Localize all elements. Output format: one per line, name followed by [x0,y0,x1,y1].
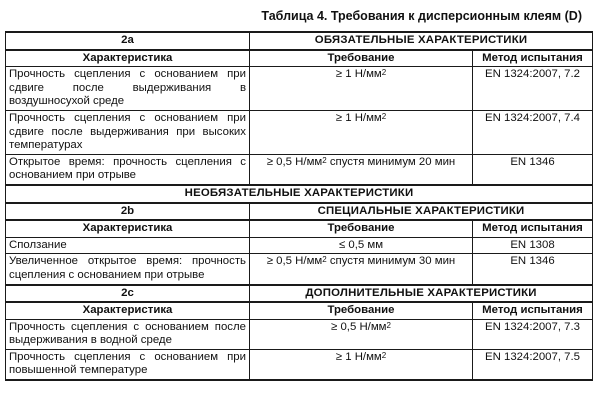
requirement-cell: ≤ 0,5 мм [250,237,473,254]
col-header-requirement: Требование [250,50,473,67]
section-header-2a [6,32,593,50]
characteristic-cell: Прочность сцепления с основанием после выдерживания в водной среде [6,319,250,349]
caption-text: Требования к дисперсионным клеям (D) [327,9,582,23]
section-title: НЕОБЯЗАТЕЛЬНЫЕ ХАРАКТЕРИСТИКИ [6,185,593,203]
method-cell: EN 1324:2007, 7.5 [473,349,593,380]
method-cell: EN 1324:2007, 7.2 [473,67,593,111]
table-row [6,349,593,380]
characteristic-cell: Прочность сцепления с основанием при сдвиге после выдерживания в воздушносухой среде [6,67,250,111]
table-row [6,237,593,254]
characteristic-cell: Прочность сцепления с основанием при сдвиге после выдерживания при высоких температурах [6,110,250,154]
col-header-characteristic: Характеристика [6,220,250,237]
col-header-requirement: Требование [250,220,473,237]
col-header-characteristic: Характеристика [6,50,250,67]
section-code: 2b [6,203,250,221]
section-code: 2a [6,32,250,50]
requirement-cell: ≥ 1 $Н/мм^2$ [250,67,473,111]
requirements-table [5,31,593,381]
characteristic-cell: Сползание [6,237,250,254]
characteristic-cell: Прочность сцепления с основанием при повышенной температуре [6,349,250,380]
requirement-cell: ≥ 1 $Н/мм^2$ [250,349,473,380]
table-caption [0,9,582,23]
optional-section-header [6,185,593,203]
section-title: ОБЯЗАТЕЛЬНЫЕ ХАРАКТЕРИСТИКИ [250,32,593,50]
col-header-method: Метод испытания [473,50,593,67]
characteristic-cell: Увеличенное открытое время: прочность сцепления с основанием при отрыве [6,254,250,285]
table-row [6,254,593,285]
table-row [6,319,593,349]
column-header-row [6,220,593,237]
method-cell: EN 1308 [473,237,593,254]
caption-prefix: Таблица 4. [261,9,328,23]
col-header-characteristic: Характеристика [6,302,250,319]
method-cell: EN 1346 [473,254,593,285]
column-header-row [6,50,593,67]
section-header-2c [6,285,593,303]
col-header-method: Метод испытания [473,220,593,237]
characteristic-cell: Открытое время: прочность сцепления с основанием при отрыве [6,154,250,185]
requirement-cell: ≥ 0,5 $Н/мм^2$ спустя минимум 20 мин [250,154,473,185]
table-row [6,110,593,154]
section-title: ДОПОЛНИТЕЛЬНЫЕ ХАРАКТЕРИСТИКИ [250,285,593,303]
method-cell: EN 1346 [473,154,593,185]
requirement-cell: ≥ 0,5 $Н/мм^2$ спустя минимум 30 мин [250,254,473,285]
section-header-2b [6,203,593,221]
requirement-cell: ≥ 0,5 $Н/мм^2$ [250,319,473,349]
col-header-requirement: Требование [250,302,473,319]
table-row [6,67,593,111]
method-cell: EN 1324:2007, 7.3 [473,319,593,349]
table-row [6,154,593,185]
section-title: СПЕЦИАЛЬНЫЕ ХАРАКТЕРИСТИКИ [250,203,593,221]
method-cell: EN 1324:2007, 7.4 [473,110,593,154]
column-header-row [6,302,593,319]
col-header-method: Метод испытания [473,302,593,319]
requirement-cell: ≥ 1 $Н/мм^2$ [250,110,473,154]
section-code: 2c [6,285,250,303]
